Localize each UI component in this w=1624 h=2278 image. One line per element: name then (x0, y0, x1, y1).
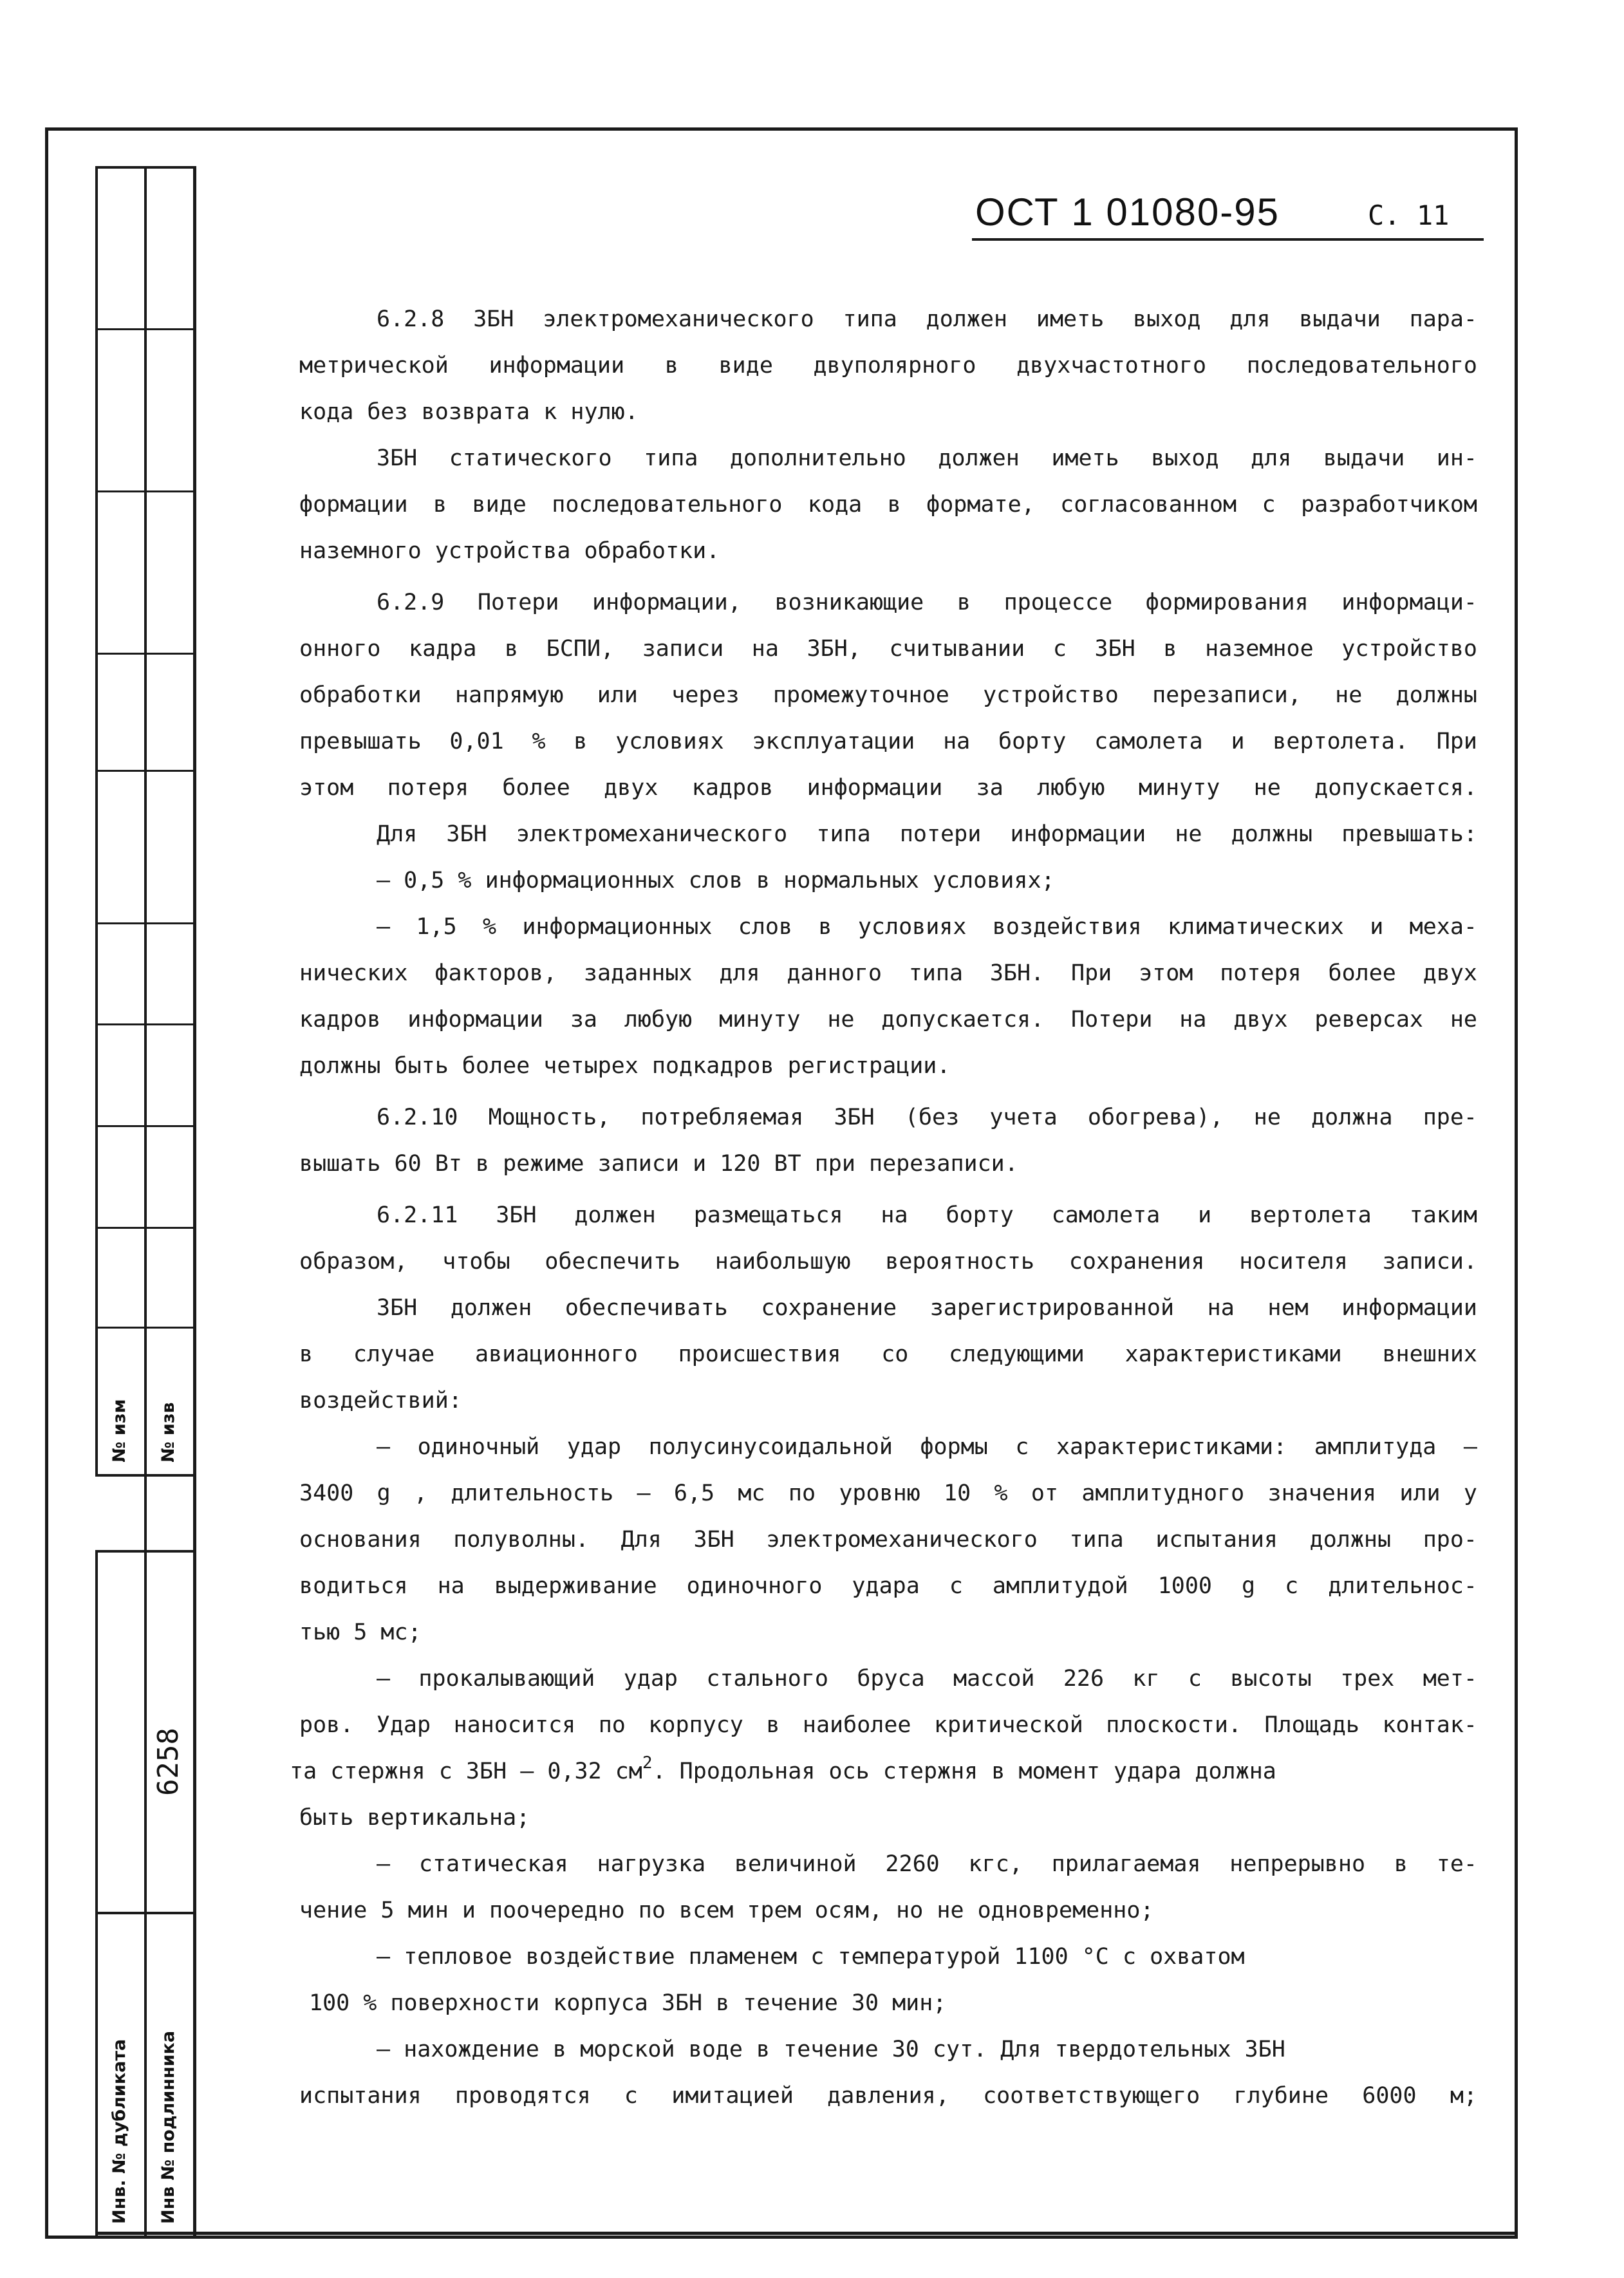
margin-grid-line (95, 1327, 196, 1329)
text-line: формации в виде последовательного кода в формате, согласованном с разработчиком (299, 492, 1477, 518)
margin-column-line-1 (95, 166, 98, 1477)
document-code: ОСТ 1 01080-95 (975, 191, 1280, 234)
text-line: 6.2.9 Потери информации, возникающие в процессе формирования информаци- (377, 590, 1477, 615)
superscript-exponent: 2 (642, 1753, 653, 1773)
margin-grid-line (95, 1125, 196, 1127)
margin-grid-line (95, 1474, 196, 1477)
text-line: тью 5 мс; (299, 1620, 422, 1645)
text-line: превышать 0,01 % в условиях эксплуатации на борту самолета и вертолета. При (299, 729, 1477, 754)
duplicate-inventory-number-label: Инв. № дубликата (109, 2039, 129, 2224)
frame-top-border (45, 127, 1518, 131)
text-line: – 0,5 % информационных слов в нормальных условиях; (377, 868, 1055, 893)
text-line: 100 % поверхности корпуса ЗБН в течение 30 мин; (309, 1990, 947, 2016)
text-line: воздействий: (299, 1388, 462, 1414)
text-line: должны быть более четырех подкадров регистрации. (299, 1053, 951, 1079)
margin-grid-line (95, 1550, 196, 1553)
text-line: обработки напрямую или через промежуточное устройство перезаписи, не должны (299, 682, 1477, 708)
text-line: 6.2.10 Мощность, потребляемая ЗБН (без учета обогрева), не должна пре- (377, 1105, 1477, 1130)
margin-grid-line (95, 328, 196, 330)
text-line: онного кадра в БСПИ, записи на ЗБН, считывании с ЗБН в наземное устройство (299, 636, 1477, 662)
page-number: С. 11 (1368, 200, 1450, 231)
text-line: 3400 g , длительность – 6,5 мс по уровню 10 % от амплитудного значения или у (299, 1480, 1477, 1506)
margin-column-line-2 (95, 1550, 98, 2236)
margin-column-line-3 (144, 166, 147, 2236)
text-line: Для ЗБН электромеханического типа потери информации не должны превышать: (377, 821, 1477, 847)
inner-frame-bottom (95, 2232, 1515, 2235)
text-line: 6.2.8 ЗБН электромеханического типа должен иметь выход для выдачи пара- (377, 306, 1477, 332)
margin-grid-line (95, 490, 196, 492)
text-line: – нахождение в морской воде в течение 30 сут. Для твердотельных ЗБН (377, 2037, 1285, 2062)
header-underline (972, 238, 1484, 241)
frame-right-border (1515, 127, 1518, 2236)
text-line: ров. Удар наносится по корпусу в наиболее критической плоскости. Площадь контак- (299, 1712, 1477, 1738)
margin-grid-line (95, 1023, 196, 1025)
text-line: ЗБН статического типа дополнительно должен иметь выход для выдачи ин- (377, 445, 1477, 471)
margin-column-line-4 (193, 166, 196, 2236)
text-line: вышать 60 Вт в режиме записи и 120 ВТ при перезаписи. (299, 1151, 1018, 1177)
text-line: нических факторов, заданных для данного типа ЗБН. При этом потеря более двух (299, 960, 1477, 986)
margin-grid-line (95, 922, 196, 924)
text-line: этом потеря более двух кадров информации за любую минуту не допускается. (299, 775, 1477, 801)
margin-grid-line (95, 770, 196, 772)
original-inventory-number-label: Инв № подлинника (158, 2030, 178, 2224)
frame-bottom-border (45, 2236, 1518, 2239)
frame-left-border (45, 127, 48, 2236)
text-line: ЗБН должен обеспечивать сохранение зарегистрированной на нем информации (377, 1295, 1477, 1321)
document-body (290, 296, 1477, 2182)
text-line: – тепловое воздействие пламенем с температурой 1100 °С с охватом (377, 1944, 1245, 1970)
text-line: метрической информации в виде двуполярного двухчастотного последовательного (299, 353, 1477, 378)
margin-grid-line (95, 1912, 196, 1914)
text-line: образом, чтобы обеспечить наибольшую вероятность сохранения носителя записи. (299, 1249, 1477, 1274)
margin-grid-line (95, 653, 196, 655)
text-line: быть вертикальна; (299, 1805, 530, 1831)
text-segment: та стержня с ЗБН – 0,32 см (290, 1759, 642, 1784)
text-line: – прокалывающий удар стального бруса массой 226 кг с высоты трех мет- (377, 1666, 1477, 1692)
change-number-label: № изм (109, 1399, 129, 1462)
text-segment: . Продольная ось стержня в момент удара должна (652, 1759, 1276, 1784)
text-line: – 1,5 % информационных слов в условиях воздействия климатических и меха- (377, 914, 1477, 940)
text-line: – статическая нагрузка величиной 2260 кгс, прилагаемая непрерывно в те- (377, 1851, 1477, 1877)
change-document-number-label: № изв (158, 1402, 178, 1462)
text-line: в случае авиационного происшествия со следующими характеристиками внешних (299, 1341, 1477, 1367)
text-line: кадров информации за любую минуту не допускается. Потери на двух реверсах не (299, 1007, 1477, 1032)
text-line: кода без возврата к нулю. (299, 399, 639, 425)
text-line: – одиночный удар полусинусоидальной формы с характеристиками: амплитуда – (377, 1434, 1477, 1460)
text-line (290, 1748, 1477, 1795)
text-line: водиться на выдерживание одиночного удара с амплитудой 1000 g с длительнос- (299, 1573, 1477, 1599)
text-line: основания полуволны. Для ЗБН электромеханического типа испытания должны про- (299, 1527, 1477, 1553)
text-line: 6.2.11 ЗБН должен размещаться на борту самолета и вертолета таким (377, 1202, 1477, 1228)
text-line: испытания проводятся с имитацией давления, соответствующего глубине 6000 м; (299, 2083, 1477, 2109)
text-line: чение 5 мин и поочередно по всем трем осям, но не одновременно; (299, 1898, 1154, 1923)
margin-top-rule (95, 166, 196, 169)
margin-grid-line (95, 1227, 196, 1229)
archive-number: 6258 (152, 1728, 185, 1796)
text-line: наземного устройства обработки. (299, 538, 720, 564)
